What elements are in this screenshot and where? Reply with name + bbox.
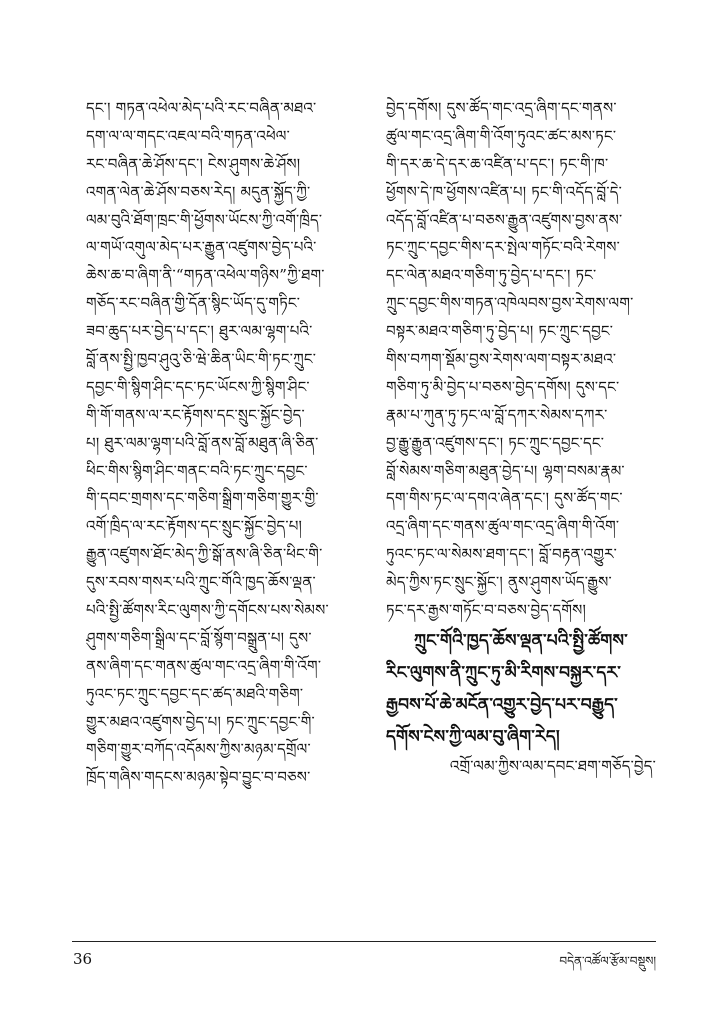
left-column-line: རང་བཞིན་ཆེ་ཤོས་དང་། ངེས་ཤུགས་ཆེ་ཤོས། [86, 154, 301, 173]
left-column-line: དང་། གཏན་འཕེལ་མེད་པའི་རང་བཞིན་མཐའ་ [86, 99, 317, 117]
running-title: བདེན་འཚོལ་རྩོམ་བསྡུས། [559, 954, 656, 968]
right-heading-line: ཀྲུང་གོའི་ཁྱད་ཆོས་ལྡན་པའི་སྤྱི་ཚོགས་ [414, 630, 628, 651]
left-column-line: དག་ལ་ལ་གདང་འཇལ་བའི་གཏན་འཕེལ་ [86, 126, 290, 145]
right-column-line: འདྲ་ཞིག་དང་གནས་ཚུལ་གང་འདྲ་ཞིག་གི་འོག་ [386, 517, 620, 536]
left-column-line: ལ་གཡོ་འགུལ་མེད་པར་རྒྱུན་འཛུགས་བྱེད་པའི་ [86, 238, 317, 257]
left-column-line: དབྱང་གི་སྙིག་ཤིང་དང་ཏང་ཡོངས་ཀྱི་སྙིག་ཤིང་ [86, 377, 310, 396]
left-column-line: གཅོད་རང་བཞིན་གྱི་དོན་སྙིང་ཡོད་དུ་གཏིང་ [86, 294, 301, 313]
right-column-line: གཅིག་ཏུ་མི་བྱེད་པ་བཅས་བྱེད་དགོས། དུས་དང་ [386, 377, 620, 396]
left-column-line: ཏུའང་ཏང་ཀྲུང་དབྱང་དང་ཚད་མཐའི་གཅིག་ [86, 684, 304, 703]
right-column-line: ཏང་དར་རྒྱས་གཏོང་བ་བཅས་བྱེད་དགོས། [386, 601, 587, 620]
left-column-line: པའི་སྤྱི་ཚོགས་རིང་ལུགས་ཀྱི་དགོངས་པས་སེམས་ [86, 601, 329, 620]
left-column-line: ཕིང་གིས་སྙིག་ཤིང་གནང་བའི་ཏང་ཀྲུང་དབྱང་ [86, 461, 308, 480]
right-column-line: བློ་སེམས་གཅིག་མཐུན་བྱེད་པ། ལྷག་བསམ་རྣམ་ [386, 461, 625, 480]
right-column-line: མེད་ཀྱིས་ཏང་སྲུང་སྐྱོང་། ནུས་ཤུགས་ཡོད་རྒྱུས་ [386, 573, 612, 592]
right-column-line: དང་ལེན་མཐའ་གཅིག་ཏུ་བྱེད་པ་དང་། ཏང་ [386, 266, 597, 285]
left-column-line: གྱུར་མཐའ་འཛུགས་བྱེད་པ། ཏང་ཀྲུང་དབྱང་གི་ [86, 712, 315, 731]
left-column-line: བློ་ནས་སྤྱི་ཁྱབ་ཤུའུ་ཅི་ཝེ་ཆིན་ཡིང་གི་ཏང་ཀྲུང་ [86, 350, 317, 369]
footer-rule [72, 941, 656, 942]
right-heading-line: རིང་ལུགས་ནི་ཀྲུང་ཏུ་མི་རིགས་བསྐྱར་དར་ [386, 662, 622, 683]
page-number: 36 [73, 950, 93, 968]
right-heading-line: དགོས་ངེས་ཀྱི་ལམ་བུ་ཞིག་རེད། [386, 726, 560, 747]
left-column [86, 95, 354, 792]
right-column-line: བསྟར་མཐའ་གཅིག་ཏུ་བྱེད་པ། ཏང་ཀྲུང་དབྱང་ [386, 322, 614, 341]
right-section-heading [386, 625, 656, 753]
left-column-line: གི་གོ་གནས་ལ་རང་རྟོགས་དང་སྲུང་སྐྱོང་བྱེད་ [86, 405, 305, 424]
left-column-line: འགོ་ཁྲིད་ལ་རང་རྟོགས་དང་སྲུང་སྐྱོང་བྱེད་པ། [86, 517, 303, 536]
left-column-line: ཟབ་ཆུད་པར་བྱེད་པ་དང་། ཐུར་ལམ་ལྷག་པའི་ [86, 322, 313, 341]
right-column-line: འདོད་བློ་འཛིན་པ་བཅས་རྒྱུན་འཛུགས་བྱས་ནས་ [386, 210, 623, 229]
right-column-line: ཕྱོགས་དེ་ཁ་ཕྱོགས་འཛིན་པ། ཏང་གི་འདོད་བློ་དེ་ [386, 182, 622, 201]
left-column-line: དུས་རབས་གསར་པའི་ཀྲུང་གོའི་ཁྱད་ཆོས་ལྡན་ [86, 573, 316, 592]
left-column-line: ནས་ཞིག་དང་གནས་ཚུལ་གང་འདྲ་ཞིག་གི་འོག་ [86, 656, 322, 675]
right-column-line: གིས་བཀག་སྡོམ་བྱས་རེགས་ལག་བསྟར་མཐའ་ [386, 350, 617, 369]
left-column-line: རྒྱུན་འཛུགས་ཐོང་མེད་ཀྱི་སྒོ་ནས་ཞི་ཅིན་ཕིང་གི་ [86, 545, 323, 564]
left-column-line: ཆེས་ཆ་བ་ཞིག་ནི་“གཏན་འཕེལ་གཉིས”ཀྱི་ཐག་ [86, 266, 325, 285]
right-signature-line: འགྲོ་ལམ་ཀྱིས་ལམ་དབང་ཐག་གཅོད་བྱེད་ [449, 756, 656, 775]
right-column-line: བྱ་རྒྱུ་རྒྱུན་འཛུགས་དང་། ཏང་ཀྲུང་དབྱང་དང་ [386, 433, 605, 452]
right-column [386, 95, 656, 781]
left-column-line: ཤུགས་གཅིག་སྒྲིལ་དང་བློ་སྙོག་བསྒྲུན་པ། དུས་ [86, 628, 312, 647]
right-column-line: ཏང་ཀྲུང་དབྱང་གིས་དར་སྤེལ་གཏོང་བའི་རེགས་ [386, 238, 620, 257]
right-column-line: བྱེད་དགོས། དུས་ཚོད་གང་འདྲ་ཞིག་དང་གནས་ [386, 99, 617, 117]
right-column-line: ཚུལ་གང་འདྲ་ཞིག་གི་འོག་ཏུའང་ཚང་མས་ཏང་ [386, 126, 617, 145]
right-column-body [386, 95, 656, 625]
right-column-line: དག་གིས་ཏང་ལ་དགའ་ཞེན་དང་། དུས་ཚོད་གང་ [386, 489, 623, 508]
left-column-line: པ། ཐུར་ལམ་ལྷག་པའི་བློ་ནས་བློ་མཐུན་ཞི་ཅིན་ [86, 433, 319, 452]
left-column-line: ཁྲོད་གཞིས་གདངས་མཉམ་སྟེབ་བྱུང་བ་བཅས་ [86, 768, 311, 787]
left-column-line: ལམ་བུའི་ཐོག་ཁྲང་གི་ཕྱོགས་ཡོངས་ཀྱི་འགོ་ཁྲིད་ [86, 210, 323, 229]
left-column-line: གི་དབང་གྲགས་དང་གཅིག་སྒྲིག་གཅིག་གྱུར་གྱི་ [86, 489, 319, 508]
right-heading-line: རྒྱབས་པོ་ཆེ་མངོན་འགྱུར་བྱེད་པར་བརྒྱུད་ [386, 694, 618, 715]
left-column-line: འགན་ལེན་ཆེ་ཤོས་བཅས་རེད། མདུན་སྐྱོད་ཀྱི་ [86, 182, 311, 201]
right-column-line: ཀྲུང་དབྱང་གིས་གཏན་འཁེལབས་བྱས་རེགས་ལག་ [386, 294, 634, 313]
left-column-line: གཅིག་གྱུར་བཀོད་འདོམས་ཀྱིས་མཉམ་དགྲོལ་ [86, 740, 311, 759]
right-column-line: གི་དར་ཆ་དེ་དར་ཆ་འཛིན་པ་དང་། ཏང་གི་ཁ་ [386, 154, 609, 173]
right-column-line: ཏུའང་ཏང་ལ་སེམས་ཐག་དང་། བློ་བརྟན་འགྱུར་ [386, 545, 617, 564]
right-column-line: རྣམ་པ་ཀུན་ཏུ་ཏང་ལ་བློ་དཀར་སེམས་དཀར་ [386, 405, 608, 424]
